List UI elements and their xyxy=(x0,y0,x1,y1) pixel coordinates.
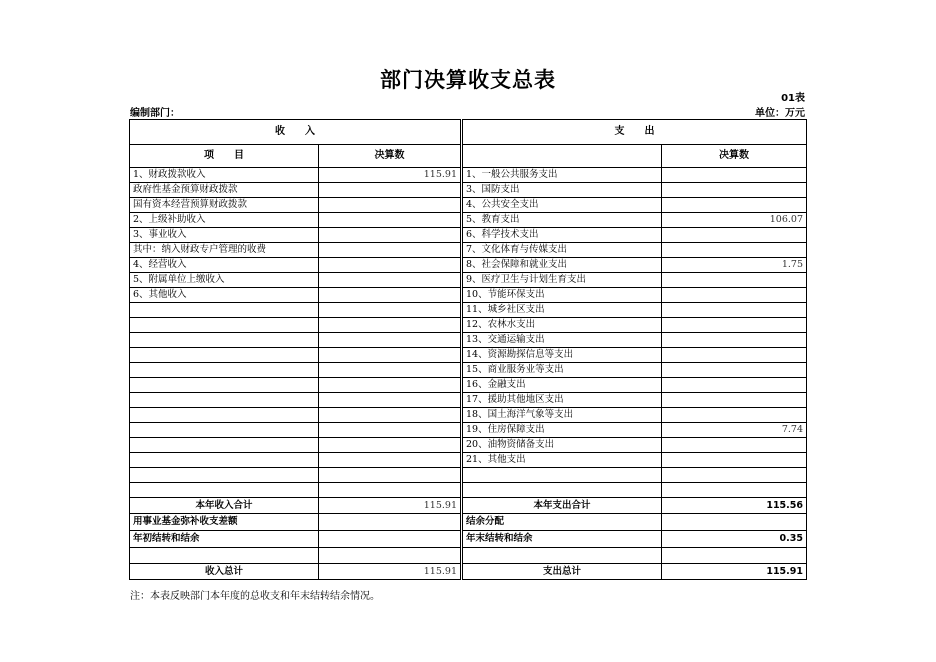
expense-item: 6、科学技术支出 xyxy=(463,228,662,243)
expense-item: 8、社会保障和就业支出 xyxy=(463,258,662,273)
fund-value xyxy=(319,514,461,531)
income-item: 1、财政拨款收入 xyxy=(130,168,319,183)
income-value xyxy=(319,438,461,453)
expense-value xyxy=(662,228,807,243)
table-row xyxy=(130,423,807,438)
grand-expense-value: 115.91 xyxy=(662,564,807,580)
table-row xyxy=(130,468,807,483)
empty-cell xyxy=(662,548,807,564)
income-value xyxy=(319,228,461,243)
empty-cell xyxy=(130,548,319,564)
begin-balance-value xyxy=(319,531,461,548)
expense-total-value: 115.56 xyxy=(662,498,807,514)
income-value xyxy=(319,213,461,228)
expense-value xyxy=(662,273,807,288)
income-item: 其中：纳入财政专户管理的收费 xyxy=(130,243,319,258)
income-value xyxy=(319,333,461,348)
expense-item xyxy=(463,483,662,498)
table-row xyxy=(130,198,807,213)
income-value xyxy=(319,258,461,273)
header-row-1 xyxy=(130,120,807,145)
amount-header-left: 决算数 xyxy=(319,145,461,168)
income-item xyxy=(130,393,319,408)
table-row xyxy=(130,168,807,183)
income-value xyxy=(319,183,461,198)
fund-label: 用事业基金弥补收支差额 xyxy=(130,514,319,531)
expense-value: 7.74 xyxy=(662,423,807,438)
income-item xyxy=(130,453,319,468)
expense-value xyxy=(662,348,807,363)
expense-value xyxy=(662,243,807,258)
page-title: 部门决算收支总表 xyxy=(380,67,556,92)
expense-header: 支 出 xyxy=(463,120,807,145)
income-item: 国有资本经营预算财政拨款 xyxy=(130,198,319,213)
income-value xyxy=(319,378,461,393)
expense-item: 5、教育支出 xyxy=(463,213,662,228)
expense-item: 10、节能环保支出 xyxy=(463,288,662,303)
expense-value xyxy=(662,198,807,213)
income-value xyxy=(319,273,461,288)
empty-cell xyxy=(463,548,662,564)
grand-income-value: 115.91 xyxy=(319,564,461,580)
table-row xyxy=(130,408,807,423)
income-value xyxy=(319,303,461,318)
income-value xyxy=(319,408,461,423)
table-row xyxy=(130,483,807,498)
table-row xyxy=(130,393,807,408)
expense-item: 11、城乡社区支出 xyxy=(463,303,662,318)
income-item: 4、经营收入 xyxy=(130,258,319,273)
income-total-label: 本年收入合计 xyxy=(130,498,319,514)
income-value xyxy=(319,363,461,378)
item-header: 项 目 xyxy=(130,145,319,168)
expense-value xyxy=(662,483,807,498)
income-item: 5、附属单位上缴收入 xyxy=(130,273,319,288)
table-row xyxy=(130,333,807,348)
expense-value xyxy=(662,438,807,453)
expense-value xyxy=(662,288,807,303)
summary-row xyxy=(130,498,807,514)
table-row xyxy=(130,288,807,303)
income-value xyxy=(319,288,461,303)
summary-row xyxy=(130,514,807,531)
table-row xyxy=(130,213,807,228)
end-balance-label: 年末结转和结余 xyxy=(463,531,662,548)
income-item xyxy=(130,303,319,318)
expense-value xyxy=(662,303,807,318)
income-value xyxy=(319,423,461,438)
expense-item: 15、商业服务业等支出 xyxy=(463,363,662,378)
department-label: 编制部门： xyxy=(130,108,180,119)
end-balance-value: 0.35 xyxy=(662,531,807,548)
begin-balance-label: 年初结转和结余 xyxy=(130,531,319,548)
expense-item: 7、文化体育与传媒支出 xyxy=(463,243,662,258)
income-value: 115.91 xyxy=(319,168,461,183)
income-value xyxy=(319,468,461,483)
income-value xyxy=(319,318,461,333)
header-row-2 xyxy=(130,145,807,168)
income-item xyxy=(130,333,319,348)
summary-row xyxy=(130,548,807,564)
income-item xyxy=(130,348,319,363)
expense-value xyxy=(662,168,807,183)
table-row xyxy=(130,228,807,243)
expense-value xyxy=(662,468,807,483)
income-value xyxy=(319,393,461,408)
income-item xyxy=(130,468,319,483)
form-number: 01表 xyxy=(781,93,805,104)
expense-item: 17、援助其他地区支出 xyxy=(463,393,662,408)
income-item: 政府性基金预算财政拨款 xyxy=(130,183,319,198)
expense-item: 19、住房保障支出 xyxy=(463,423,662,438)
expense-total-label: 本年支出合计 xyxy=(463,498,662,514)
expense-item-header xyxy=(463,145,662,168)
income-item: 6、其他收入 xyxy=(130,288,319,303)
expense-value xyxy=(662,378,807,393)
table-row xyxy=(130,303,807,318)
table-row xyxy=(130,258,807,273)
table-row xyxy=(130,273,807,288)
expense-item: 12、农林水支出 xyxy=(463,318,662,333)
footnote: 注：本表反映部门本年度的总收支和年末结转结余情况。 xyxy=(130,591,380,602)
income-item: 3、事业收入 xyxy=(130,228,319,243)
expense-item: 4、公共安全支出 xyxy=(463,198,662,213)
income-value xyxy=(319,243,461,258)
surplus-value xyxy=(662,514,807,531)
table-row xyxy=(130,348,807,363)
expense-value xyxy=(662,393,807,408)
table-row xyxy=(130,243,807,258)
expense-value xyxy=(662,183,807,198)
expense-value xyxy=(662,333,807,348)
expense-item: 18、国土海洋气象等支出 xyxy=(463,408,662,423)
expense-item: 14、资源勘探信息等支出 xyxy=(463,348,662,363)
grand-expense-label: 支出总计 xyxy=(463,564,662,580)
income-item xyxy=(130,318,319,333)
table-row xyxy=(130,438,807,453)
expense-value: 106.07 xyxy=(662,213,807,228)
income-item: 2、上级补助收入 xyxy=(130,213,319,228)
income-value xyxy=(319,198,461,213)
income-value xyxy=(319,483,461,498)
income-item xyxy=(130,378,319,393)
expense-value xyxy=(662,453,807,468)
expense-item: 20、油物资储备支出 xyxy=(463,438,662,453)
expense-item: 13、交通运输支出 xyxy=(463,333,662,348)
expense-value xyxy=(662,318,807,333)
summary-row xyxy=(130,531,807,548)
expense-item: 3、国防支出 xyxy=(463,183,662,198)
income-item xyxy=(130,363,319,378)
expense-item xyxy=(463,468,662,483)
income-value xyxy=(319,453,461,468)
table-row xyxy=(130,363,807,378)
amount-header-right: 决算数 xyxy=(662,145,807,168)
table-row xyxy=(130,318,807,333)
income-item xyxy=(130,423,319,438)
expense-item: 9、医疗卫生与计划生育支出 xyxy=(463,273,662,288)
income-header: 收 入 xyxy=(130,120,461,145)
table-row xyxy=(130,378,807,393)
table-row xyxy=(130,183,807,198)
income-item xyxy=(130,483,319,498)
expense-value xyxy=(662,363,807,378)
expense-item: 16、金融支出 xyxy=(463,378,662,393)
surplus-label: 结余分配 xyxy=(463,514,662,531)
empty-cell xyxy=(319,548,461,564)
table-row xyxy=(130,453,807,468)
budget-summary-table xyxy=(129,119,807,580)
expense-item: 1、一般公共服务支出 xyxy=(463,168,662,183)
income-value xyxy=(319,348,461,363)
income-item xyxy=(130,438,319,453)
expense-value xyxy=(662,408,807,423)
income-total-value: 115.91 xyxy=(319,498,461,514)
expense-item: 21、其他支出 xyxy=(463,453,662,468)
grand-income-label: 收入总计 xyxy=(130,564,319,580)
summary-row xyxy=(130,564,807,580)
expense-value: 1.75 xyxy=(662,258,807,273)
income-item xyxy=(130,408,319,423)
unit-label: 单位：万元 xyxy=(755,108,805,119)
